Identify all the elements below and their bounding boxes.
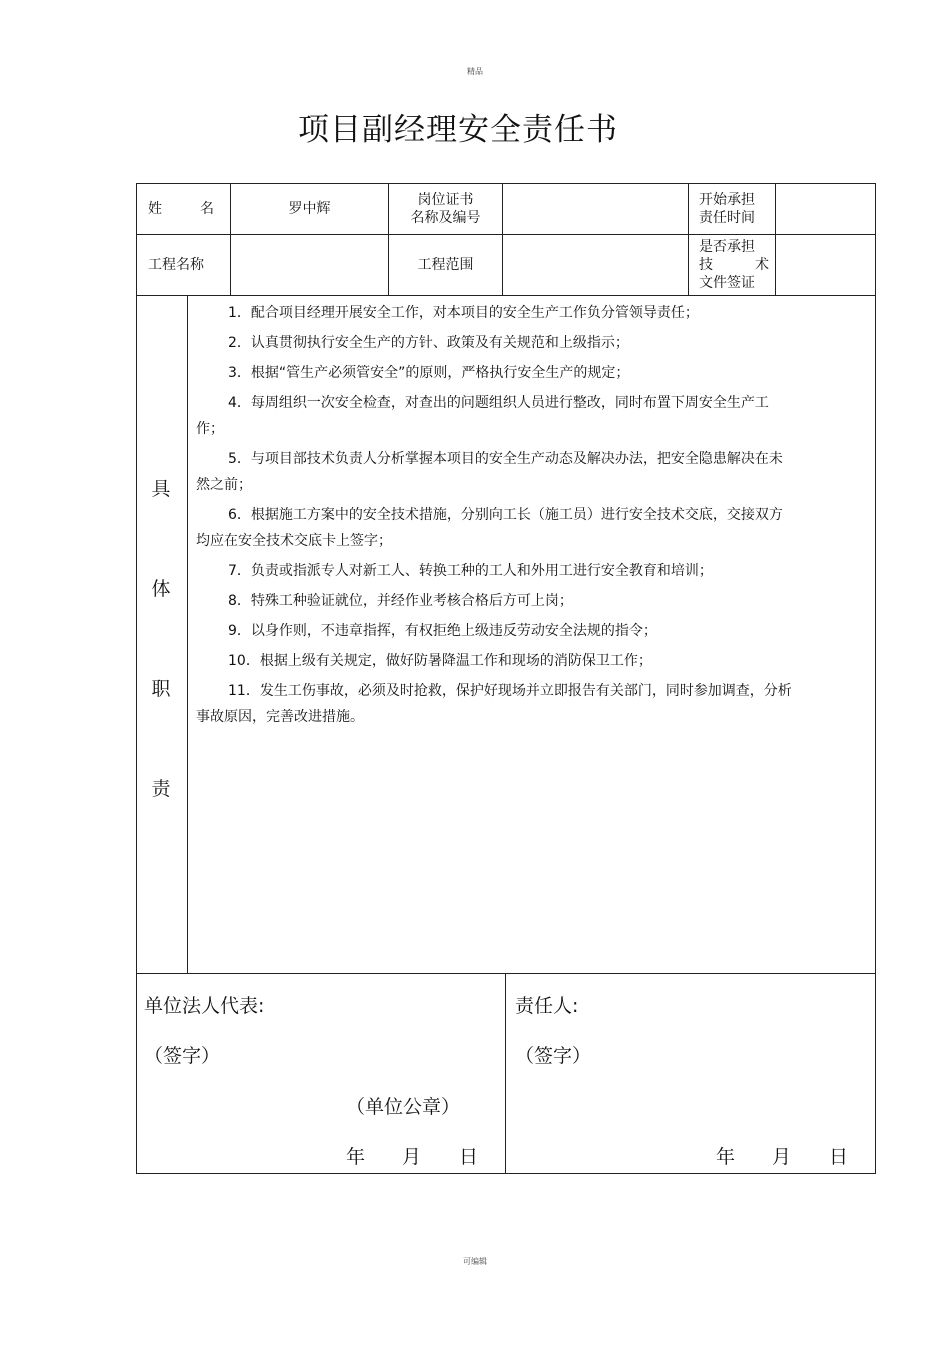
name-label-char-2: 名 xyxy=(200,201,214,217)
left-date-month: 月 xyxy=(402,1146,422,1168)
tech-document-value xyxy=(776,235,875,295)
legal-representative-label: 单位法人代表: xyxy=(144,995,265,1017)
tech-document-label-char-1: 技 xyxy=(699,257,713,273)
tech-document-label-line-2 xyxy=(699,256,769,274)
project-name-label: 工程名称 xyxy=(148,257,204,273)
duty-item: 11．发生工伤事故，必须及时抢救，保护好现场并立即报告有关部门，同时参加调查，分析事故原因，完善改进措施。 xyxy=(196,683,792,725)
left-date-day: 日 xyxy=(459,1146,479,1168)
project-scope-value xyxy=(503,235,688,295)
duty-item: 1．配合项目经理开展安全工作，对本项目的安全生产工作负分管领导责任； xyxy=(228,305,699,321)
start-time-label-line-2: 责任时间 xyxy=(699,210,755,226)
duty-item: 10．根据上级有关规定，做好防暑降温工作和现场的消防保卫工作； xyxy=(228,653,652,669)
certificate-value xyxy=(503,184,688,234)
certificate-label-line-1: 岗位证书 xyxy=(417,192,474,208)
unit-seal: （单位公章） xyxy=(346,1096,461,1118)
duty-item: 5．与项目部技术负责人分析掌握本项目的安全生产动态及解决办法，把安全隐患解决在未然之前； xyxy=(196,451,783,493)
legal-representative-signature: （签字） xyxy=(144,1045,221,1067)
right-date-day: 日 xyxy=(829,1146,849,1168)
project-scope-label: 工程范围 xyxy=(417,257,474,273)
responsible-person-signature: （签字） xyxy=(515,1045,592,1067)
tech-document-label-line-3: 文件签证 xyxy=(699,275,755,291)
duties-label-char-4: 责 xyxy=(151,778,171,800)
name-value: 罗中辉 xyxy=(288,201,331,217)
certificate-label-line-2: 名称及编号 xyxy=(410,210,481,226)
duties-list xyxy=(196,300,796,734)
tech-document-label-line-1: 是否承担 xyxy=(699,239,755,255)
duty-item: 8．特殊工种验证就位，并经作业考核合格后方可上岗； xyxy=(228,593,573,609)
right-date-year: 年 xyxy=(716,1146,736,1168)
project-name-value xyxy=(231,235,388,295)
right-date-month: 月 xyxy=(772,1146,792,1168)
duty-item: 2．认真贯彻执行安全生产的方针、政策及有关规范和上级指示； xyxy=(228,335,629,351)
duty-item: 7．负责或指派专人对新工人、转换工种的工人和外用工进行安全教育和培训； xyxy=(228,563,713,579)
page-footer-mark: 可编辑 xyxy=(463,1257,487,1266)
tech-document-label xyxy=(699,235,769,295)
name-label xyxy=(148,184,228,234)
certificate-label xyxy=(389,184,502,234)
duties-label-char-1: 具 xyxy=(151,478,171,500)
duty-item: 6．根据施工方案中的安全技术措施，分别向工长（施工员）进行安全技术交底，交接双方均应在安全技术交底卡上签字； xyxy=(196,507,783,549)
start-time-label-line-1: 开始承担 xyxy=(699,192,755,208)
responsible-person-label: 责任人: xyxy=(515,995,579,1017)
name-label-char-1: 姓 xyxy=(148,201,162,217)
duties-label-char-2: 体 xyxy=(151,578,171,600)
start-time-value xyxy=(776,184,875,234)
duties-label-char-3: 职 xyxy=(151,678,171,700)
start-time-label xyxy=(699,184,775,234)
page-title: 项目副经理安全责任书 xyxy=(298,112,618,148)
duty-item: 9．以身作则，不违章指挥，有权拒绝上级违反劳动安全法规的指令； xyxy=(228,623,657,639)
duty-item: 4．每周组织一次安全检查，对查出的问题组织人员进行整改，同时布置下周安全生产工作； xyxy=(196,395,769,437)
left-date-year: 年 xyxy=(346,1146,366,1168)
duty-item: 3．根据“管生产必须管安全”的原则，严格执行安全生产的规定； xyxy=(228,365,630,381)
page-header-mark: 精品 xyxy=(467,67,483,76)
tech-document-label-char-2: 术 xyxy=(755,257,769,273)
